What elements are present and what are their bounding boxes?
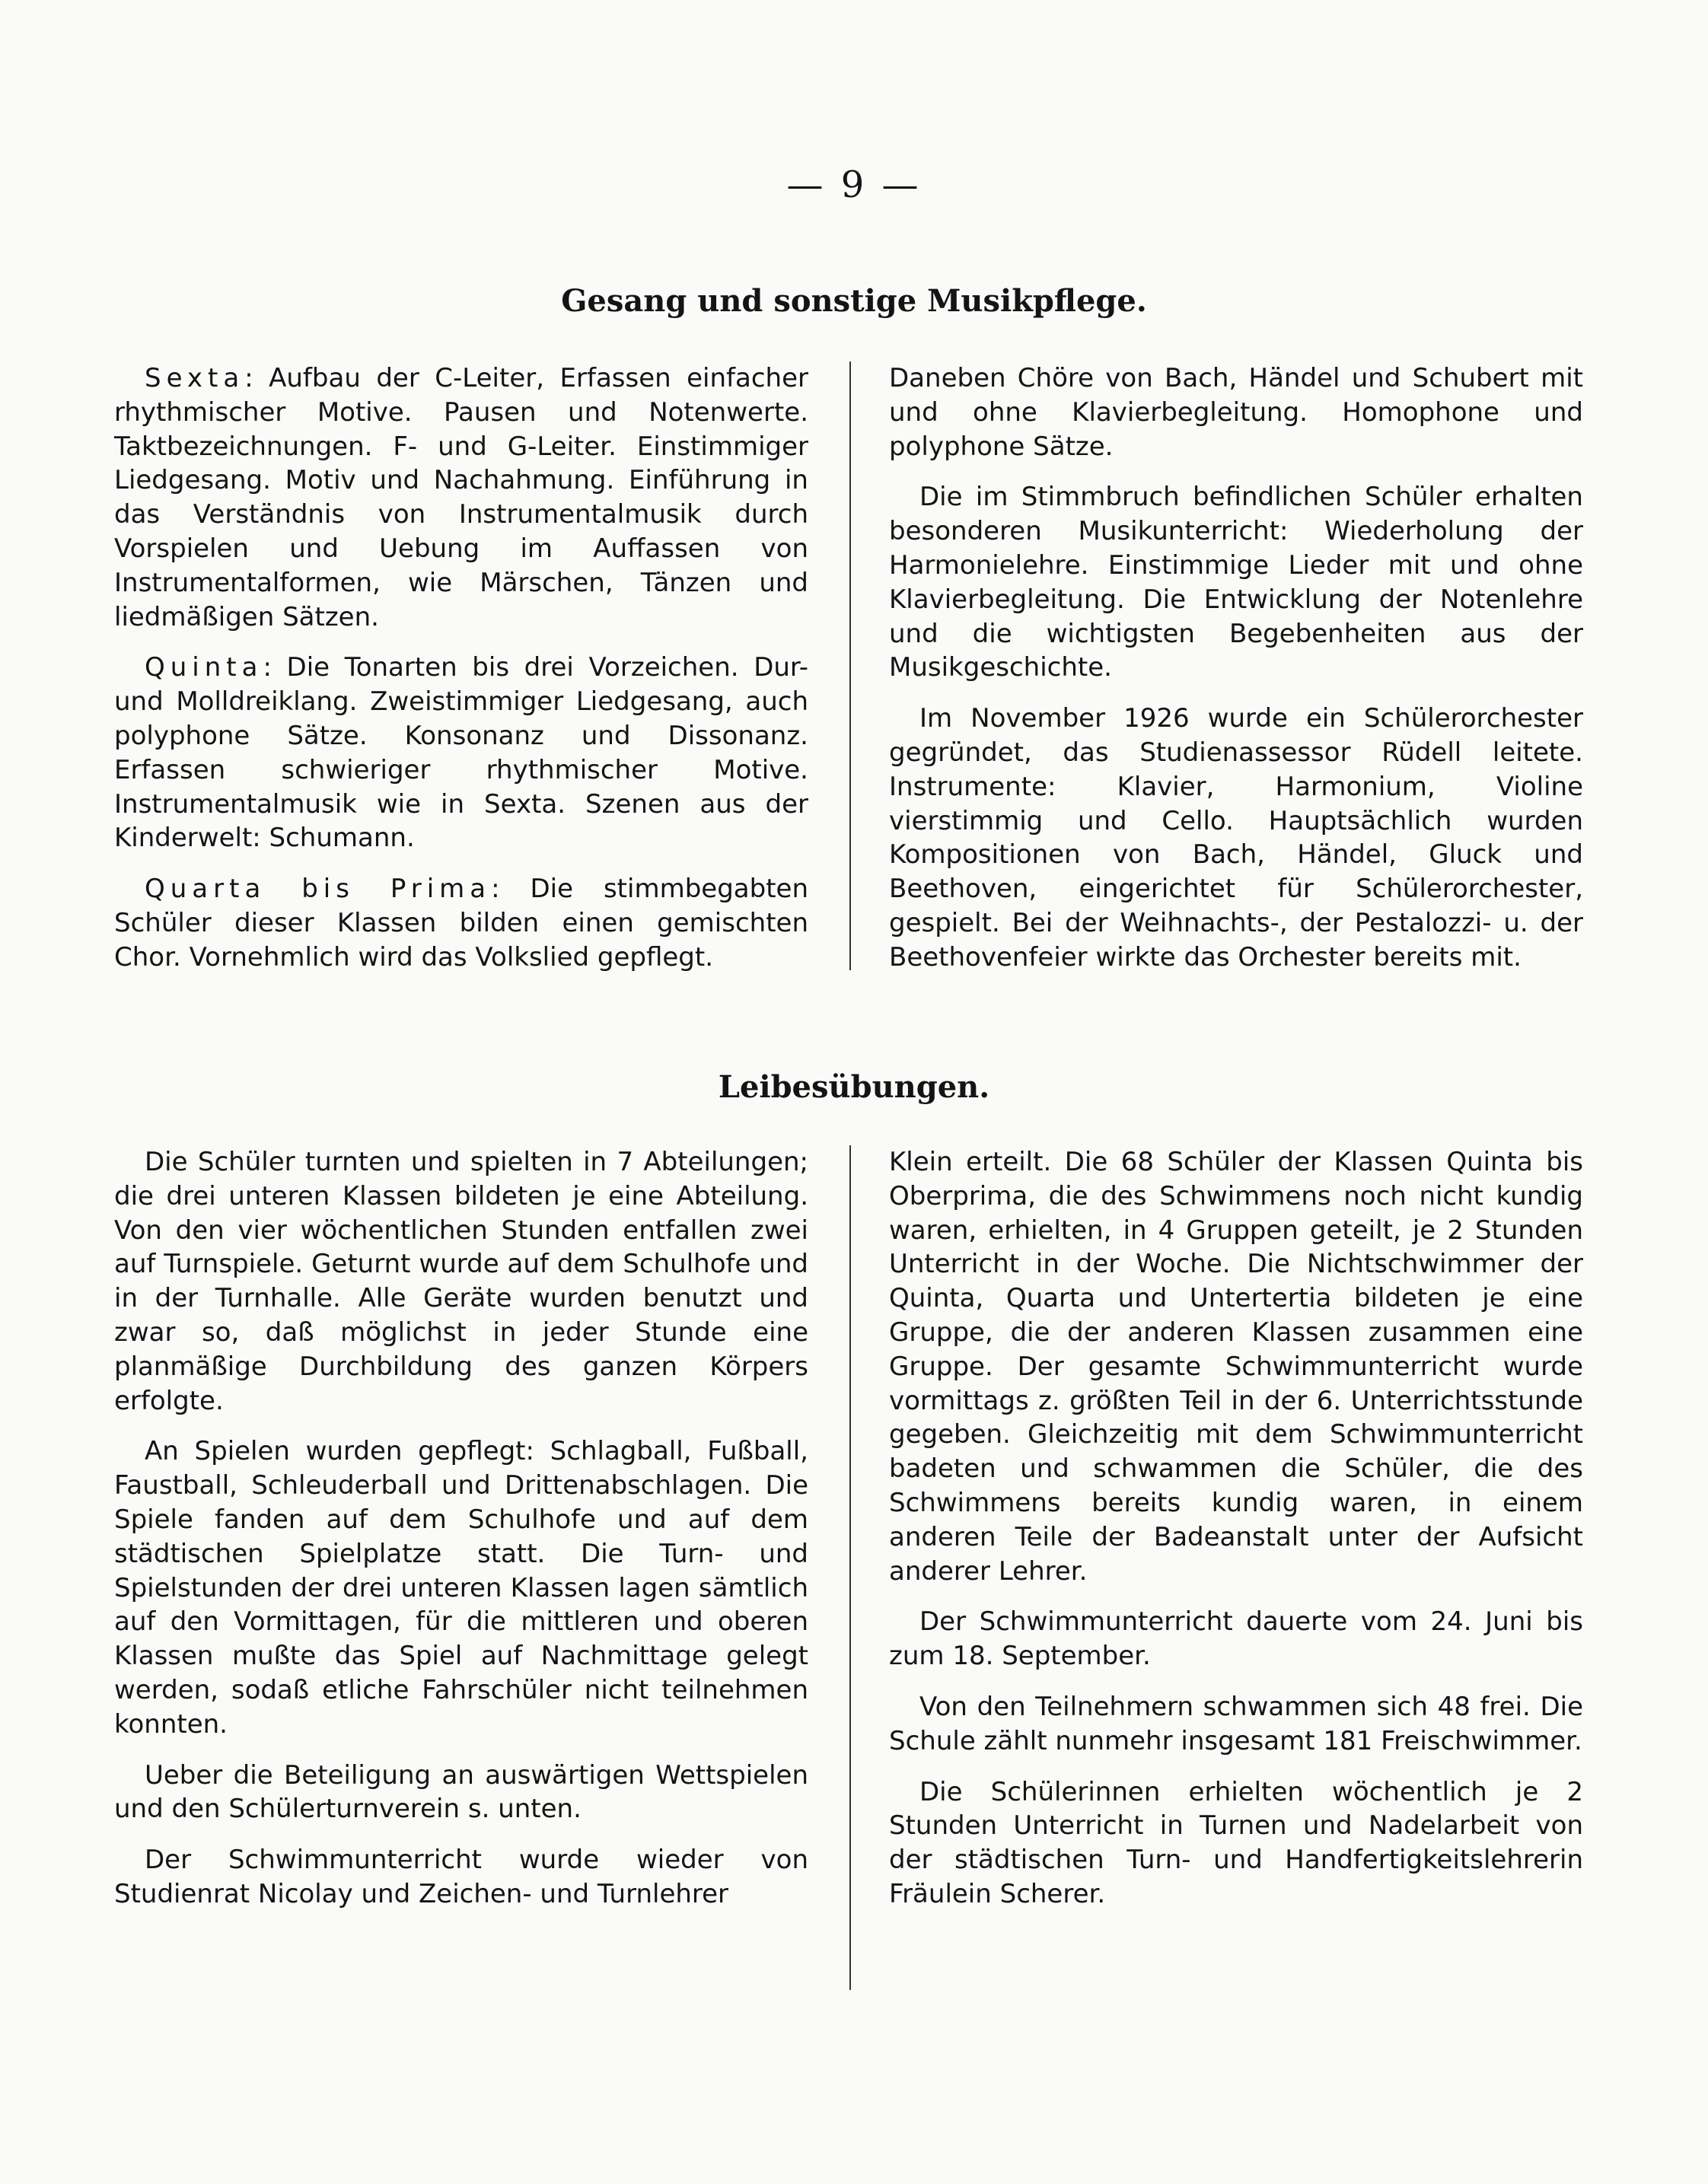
paragraph-sexta [114, 361, 808, 634]
paragraph-turnen: Die Schüler turnten und spielten in 7 Abteilungen; die drei unteren Klassen bildeten je eine Abteilung. Von den vier wöchentlichen Stunden entfallen zwei auf Turnspiele. Geturnt wurde auf dem Schulhofe und in der Turnhalle. Alle Geräte wurden benutzt und zwar so, daß möglichst in jeder Stunde eine planmäßige Durchbildung des ganzen Körpers erfolgte. [114, 1147, 808, 1416]
gesang-right-column [889, 361, 1583, 992]
paragraph-spiele: An Spielen wurden gepflegt: Schlagball, Fußball, Faustball, Schleuderball und Drittenabschlagen. Die Spiele fanden auf dem Schulhofe und auf dem städtischen Spielplatze statt. Die Turn- und Spielstunden der drei unteren Klassen lagen sämtlich auf den Vormittagen, für die mittleren und oberen Klassen mußte das Spiel auf Nachmittage gelegt werden, sodaß etliche Fahrschüler nicht teilnehmen konnten. [114, 1436, 808, 1740]
paragraph-wettspiele: Ueber die Beteiligung an auswärtigen Wettspielen und den Schülerturnverein s. unten. [114, 1759, 808, 1825]
paragraph-choere: Daneben Chöre von Bach, Händel und Schubert mit und ohne Klavierbegleitung. Homophone und polyphone Sätze. [889, 363, 1583, 462]
paragraph-quinta [114, 651, 808, 855]
label-sexta: Sexta [145, 363, 245, 393]
paragraph-schwimm-dauer: Der Schwimmunterricht dauerte vom 24. Juni bis zum 18. September. [889, 1606, 1583, 1672]
paragraph-schuelerinnen: Die Schülerinnen erhielten wöchentlich je 2 Stunden Unterricht in Turnen und Nadelarbeit von der städtischen Turn- und Handfertigkeitslehrerin Fräulein Scherer. [889, 1776, 1583, 1909]
leibes-left-column [114, 1145, 808, 1928]
paragraph-stimmbruch: Die im Stimmbruch befindlichen Schüler erhalten besonderen Musikunterricht: Wiederholung der Harmonielehre. Einstimmige Lieder mit und ohne Klavierbegleitung. Die Entwicklung der Notenlehre und die wichtigsten Begebenheiten aus der Musikgeschichte. [889, 482, 1583, 683]
section-heading-gesang: Gesang und sonstige Musikpflege. [561, 283, 1147, 319]
column-divider [849, 1145, 851, 1990]
text-quarta-prima: : Die stimmbegabten Schüler dieser Klassen bilden einen gemischten Chor. Vornehmlich wird das Volkslied gepflegt. [114, 874, 808, 973]
leibes-right-column [889, 1145, 1583, 1928]
section-heading-leibesuebungen: Leibesübungen. [718, 1069, 990, 1105]
page-number: — 9 — [786, 164, 922, 206]
label-quinta: Quinta [145, 652, 263, 683]
column-divider [849, 361, 851, 970]
text-quinta: : Die Tonarten bis drei Vorzeichen. Dur- und Molldreiklang. Zweistimmiger Liedgesang, auch polyphone Sätze. Konsonanz und Dissonanz. Erfassen schwieriger rhythmischer Motive. Instrumentalmusik wie in Sexta. Szenen aus der Kinderwelt: Schumann. [114, 652, 808, 854]
paragraph-schwimm-start: Der Schwimmunterricht wurde wieder von Studienrat Nicolay und Zeichen- und Turnlehrer [114, 1845, 808, 1909]
paragraph-schwimm-cont: Klein erteilt. Die 68 Schüler der Klassen Quinta bis Oberprima, die des Schwimmens noch nicht kundig waren, erhielten, in 4 Gruppen geteilt, je 2 Stunden Unterricht in der Woche. Die Nichtschwimmer der Quinta, Quarta und Untertertia bildeten je eine Gruppe, die der anderen Klassen zusammen eine Gruppe. Der gesamte Schwimmunterricht wurde vormittags z. größten Teil in der 6. Unterrichtsstunde gegeben. Gleichzeitig mit dem Schwimmunterricht badeten und schwammen die Schüler, die des Schwimmens bereits kundig waren, in einem anderen Teile der Badeanstalt unter der Aufsicht anderer Lehrer. [889, 1147, 1583, 1587]
paragraph-quarta-prima [114, 872, 808, 974]
text-sexta: : Aufbau der C-Leiter, Erfassen einfacher rhythmischer Motive. Pausen und Notenwerte. Taktbezeichnungen. F- und G-Leiter. Einstimmiger Liedgesang. Motiv und Nachahmung. Einführung in das Verständnis von Instrumentalmusik durch Vorspielen und Uebung im Auffassen von Instrumentalformen, wie Märschen, Tänzen und liedmäßigen Sätzen. [114, 363, 808, 632]
paragraph-orchester: Im November 1926 wurde ein Schülerorchester gegründet, das Studienassessor Rüdell leitete. Instrumente: Klavier, Harmonium, Violine vierstimmig und Cello. Hauptsächlich wurden Kompositionen von Bach, Händel, Gluck und Beethoven, eingerichtet für Schülerorchester, gespielt. Bei der Weihnachts-, der Pestalozzi- u. der Beethovenfeier wirkte das Orchester bereits mit. [889, 703, 1583, 973]
gesang-left-column [114, 361, 808, 992]
label-quarta-prima: Quarta bis Prima [145, 874, 492, 905]
paragraph-freischwimmer: Von den Teilnehmern schwammen sich 48 frei. Die Schule zählt nunmehr insgesamt 181 Freischwimmer. [889, 1691, 1583, 1756]
